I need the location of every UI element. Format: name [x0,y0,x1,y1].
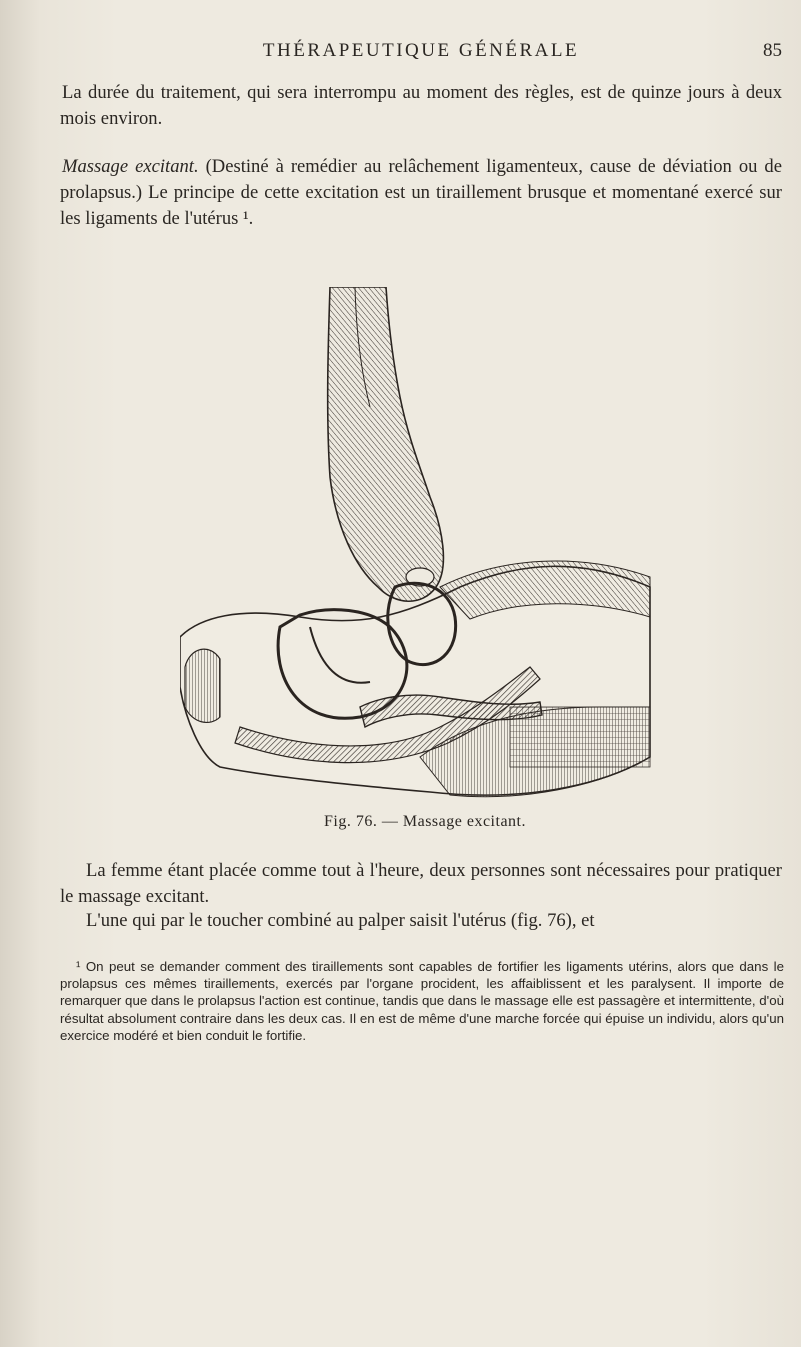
page-header [60,40,782,70]
left-assistant-hand [185,649,220,722]
page-number: 85 [763,40,782,61]
paragraph-position: La femme étant placée comme tout à l'heure, deux personnes sont nécessaires pour pratiquer le massage excitant. [60,860,782,907]
paragraph-treatment-duration: La durée du traitement, qui sera interrompu au moment des règles, est de quinze jours à deux mois environ. [60,82,782,129]
figure-caption: Fig. 76. — Massage excitant. [324,813,526,830]
paragraph-massage-excitant [60,154,782,232]
upper-hand-drawing [328,287,444,601]
paragraph-first-person: L'une qui par le toucher combiné au palper saisit l'utérus (fig. 76), et [86,910,595,931]
section-lead-title: Massage excitant. [62,156,199,177]
footnote: ¹ On peut se demander comment des tiraillements sont capables de fortifier les ligaments utérins, alors que dans le prolapsus ces mêmes tiraillements, exercés par l'organe procident, les affaiblissent et les paralysent. Il importe de remarquer que dans le prolapsus l'action est continue, tandis que dans le massage elle est passagère et intermittente, d'où résultat absolument contraire dans les deux cas. Il en est de même d'une marche forcée qui épuise un individu, alors qu'un exercice modéré et bien conduit le fortifie. [60,959,784,1043]
running-title: THÉRAPEUTIQUE GÉNÉRALE [262,40,580,61]
section-lead-text: (Destiné à remédier au relâchement ligamenteux, cause de déviation ou de prolapsus.) Le principe de cette excitation est un tiraillement brusque et momentané exercé sur les ligaments de l'utérus ¹. [60,156,782,229]
anatomical-illustration [180,287,670,830]
